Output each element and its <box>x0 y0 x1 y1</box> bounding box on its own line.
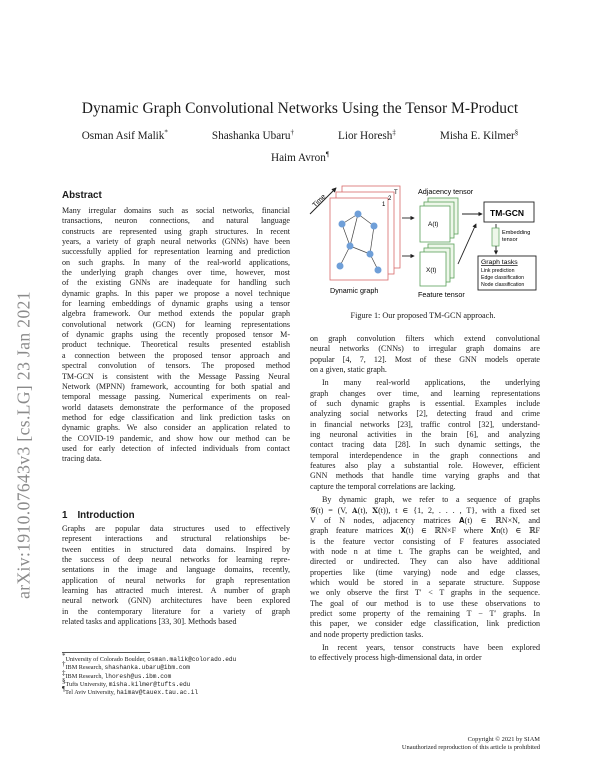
layer-label-1: 1 <box>382 202 386 208</box>
email-link[interactable]: haimav@tauex.tau.ac.il <box>116 689 199 697</box>
body-line: By dynamic graph, we refer to a sequence of graphs <box>322 495 540 505</box>
abstract-line: Many irregular domains such as social networks, financial <box>62 206 290 215</box>
copyright-line: Copyright © 2021 by SIAM <box>467 736 540 743</box>
body-line: The goal of our method is to use these observations to <box>310 598 540 608</box>
abstract-line: dynamic graphs. In this paper we propose a novel technique <box>62 288 290 298</box>
copyright-disclaimer: Unauthorized reproduction of this article is prohibited <box>401 744 540 752</box>
body-line: popular [4, 7, 12]. Most of these GNN models operate <box>310 354 540 364</box>
dynamic-graph-label: Dynamic graph <box>330 286 379 295</box>
body-line: capture the temporal correlations are lacking. <box>310 481 456 491</box>
arxiv-stamp <box>10 210 38 680</box>
adjacency-slice-label: A(t) <box>428 221 439 228</box>
abstract-line: constructs are represented using graph structures. In recent <box>62 226 290 236</box>
author: Haim Avron¶ <box>271 150 329 164</box>
section-heading-introduction <box>62 510 135 521</box>
graph-node <box>347 243 354 250</box>
intro-line: tween entities in structured data domains. Inspired by <box>62 544 290 554</box>
body-line: In many real-world applications, the underlying <box>322 378 540 388</box>
graph-node <box>371 223 378 230</box>
section-number: 1 <box>62 510 68 521</box>
intro-line: application of neural networks for graph representation <box>62 575 290 585</box>
arrow-feature-to-tmgcn <box>458 224 476 264</box>
body-line: in financial networks [23], traffic control [32], understand- <box>310 419 540 429</box>
body-line: V of N nodes, adjacency matrices 𝐀(t) ∈ ℝN×N, and <box>310 515 540 525</box>
abstract-line: convolutional network (GCN) for learning representations <box>62 319 290 329</box>
body-line: with node n at time t. The graphs can be weighted, and <box>310 546 540 556</box>
author: Misha E. Kilmer§ <box>439 128 519 142</box>
body-line: properties like (time varying) node and edge classes, <box>310 567 540 577</box>
body-line: this paper, we consider edge classification, link prediction <box>310 619 540 629</box>
figure-caption: Figure 1: Our proposed TM-GCN approach. <box>350 311 496 320</box>
abstract-line: Network (MPNN) framework, accounting for both spatial and <box>62 381 290 391</box>
email-link[interactable]: osman.malik@colorado.edu <box>147 656 237 664</box>
graph-tasks-title: Graph tasks <box>481 259 518 266</box>
graph-node <box>367 251 374 258</box>
abstract-line: used for early detection of infected individuals from contact <box>62 443 290 453</box>
body-line: graph changes over time, and learning representations <box>310 388 540 398</box>
abstract-line: product technique. Theoretical results presented establish <box>62 340 290 350</box>
footnote: *University of Colorado Boulder, osman.malik@colorado.edu <box>62 652 237 664</box>
time-label: Time <box>311 193 328 210</box>
footnote: ¶Tel Aviv University, haimav@tauex.tau.ac.il <box>62 685 199 697</box>
feature-slice-label: X(t) <box>426 267 437 274</box>
graph-node <box>337 263 344 270</box>
footnotes <box>62 652 302 698</box>
intro-line: Graphs are popular data structures used to effectively <box>62 524 290 533</box>
footnote: ‡IBM Research, lhoresh@us.ibm.com <box>62 668 172 680</box>
intro-body <box>62 524 290 627</box>
adjacency-tensor-label: Adjacency tensor <box>418 187 474 196</box>
feature-tensor-label: Feature tensor <box>418 290 465 299</box>
tmgcn-label: TM-GCN <box>490 208 524 218</box>
arxiv-identifier: arXiv:1910.07643v3 [cs.LG] 23 Jan 2021 <box>13 291 34 599</box>
embedding-tensor <box>492 228 499 246</box>
intro-line: the success of deep neural networks for learning repre- <box>62 555 290 565</box>
abstract-line: transactions, neuron connections, and natural language <box>62 216 290 226</box>
abstract-line: a connection between the proposed tensor approach and <box>62 350 290 360</box>
abstract-body <box>62 206 290 465</box>
figure-tmgcn-diagram <box>306 184 540 310</box>
paper-title: Dynamic Graph Convolutional Networks Using the Tensor M-Product <box>81 100 519 117</box>
body-line: ing neuronal activities in the brain [6], and analyzing <box>310 430 540 440</box>
author: Lior Horesh‡ <box>338 128 396 142</box>
body-line: of such dynamic graphs is essential. Examples include <box>310 399 540 409</box>
abstract-line: years, a variety of graph neural networks (GNNs) have been <box>62 237 290 247</box>
task-edge-classification: Edge classification <box>481 275 524 281</box>
footnote: †IBM Research, shashanka.ubaru@ibm.com <box>62 660 190 672</box>
abstract-line: the COVID-19 pandemic, and show how our method can be <box>62 433 290 443</box>
body-line: temporal interdependence in the graph connections and <box>310 450 540 460</box>
author-list <box>60 130 540 164</box>
intro-line: in the contemporary literature for a variety of graph <box>62 606 290 616</box>
abstract-line: TM-GCN is consistent with the Message Passing Neural <box>62 371 290 381</box>
layer-label-2: 2 <box>388 196 392 202</box>
footnote: §Tufts University, misha.kilmer@tufts.edu <box>62 677 191 689</box>
graph-node <box>355 211 362 218</box>
abstract-line: on such graphs. In many of the real-world applications, <box>62 257 290 267</box>
body-line: and node property prediction tasks. <box>310 629 424 639</box>
task-link-prediction: Link prediction <box>481 268 515 274</box>
body-line: we only observe the first T′ < T graphs in the sequence. <box>310 588 540 598</box>
email-link[interactable]: lhoresh@us.ibm.com <box>104 672 172 680</box>
graph-node <box>375 267 382 274</box>
task-node-classification: Node classification <box>481 282 525 288</box>
abstract-line: spectral convolution of tensors. The proposed method <box>62 361 290 371</box>
body-line: analyzing social networks [2], detecting fraud and crime <box>310 409 540 419</box>
feature-tensor <box>420 244 454 286</box>
copyright-notice <box>402 736 540 753</box>
abstract-heading: Abstract <box>62 190 102 201</box>
abstract-line: dynamic graphs. We also consider an application related to <box>62 423 290 433</box>
body-line: is the feature vector consisting of F features associated <box>310 536 540 546</box>
abstract-line: for learning embeddings of dynamic graphs using a tensor <box>62 299 290 309</box>
layer-label-T: T <box>394 190 398 196</box>
footnote-rule <box>62 652 150 653</box>
embedding-tensor-label: tensor <box>502 237 518 243</box>
body-line: contact tracing data [28]. In such dynamic settings, the <box>310 440 540 450</box>
body-line: predict some property of the remaining T − T′ graphs. In <box>310 608 540 618</box>
body-line: 𝒢(t) = (V, 𝐀(t), 𝐗(t)), t ∈ {1, 2, . . . , T}, with a fixed set <box>310 505 540 515</box>
abstract-line: tracing data. <box>62 454 102 464</box>
section-title: Introduction <box>77 510 135 521</box>
body-line: In recent years, tensor constructs have been explored <box>322 642 540 652</box>
body-line: on graph convolution filters which extend convolutional <box>310 334 540 343</box>
right-column-body <box>310 334 540 664</box>
abstract-line: of the existing GNNs are inadequate for handling such <box>62 278 290 288</box>
adjacency-tensor <box>420 198 458 242</box>
body-line: which would be stored in a separate structure. Suppose <box>310 577 540 587</box>
body-line: features also play a substantial role. However, efficient <box>310 461 540 471</box>
author: Shashanka Ubaru† <box>211 128 294 142</box>
body-line: to effectively process high-dimensional data, in order <box>310 653 482 663</box>
abstract-line: method for edge classification and link prediction tasks on <box>62 412 290 422</box>
intro-line: represent interactions and structural relationships be- <box>62 534 290 544</box>
intro-line: sentations in the image and language domains, recently, <box>62 565 290 575</box>
abstract-line: temporal message passing. Numerical experiments on real- <box>62 392 290 402</box>
abstract-line: of dynamic graphs using the recently proposed tensor M- <box>62 330 290 340</box>
abstract-line: algebra framework. Our method extends the popular graph <box>62 309 290 319</box>
email-link[interactable]: shashanka.ubaru@ibm.com <box>104 664 190 672</box>
body-line: graph feature matrices 𝐗(t) ∈ ℝN×F where 𝐗n(t) ∈ ℝF <box>310 526 540 536</box>
graph-node <box>339 221 346 228</box>
abstract-line: world datasets demonstrate the performance of the proposed <box>62 402 290 412</box>
embedding-label: Embedding <box>502 230 531 236</box>
body-line: directed or undirected. They can also have additional <box>310 557 540 567</box>
email-link[interactable]: misha.kilmer@tufts.edu <box>108 681 191 689</box>
body-line: GNN methods that handle time varying graphs and that <box>310 471 540 481</box>
intro-line: related tasks and applications [33, 30]. Methods based <box>62 617 237 627</box>
intro-line: neural network (GNN) architectures have been explored <box>62 596 290 606</box>
author: Osman Asif Malik* <box>81 128 168 142</box>
abstract-line: the underlying graph changes over time, however, most <box>62 268 290 278</box>
intro-line: learning has attracted much interest. A number of graph <box>62 586 290 596</box>
abstract-line: successfully applied for representation learning and prediction <box>62 247 290 257</box>
body-line: neural networks (CNNs) to irregular graph domains are <box>310 344 540 354</box>
body-line: on a given, static graph. <box>310 365 387 375</box>
